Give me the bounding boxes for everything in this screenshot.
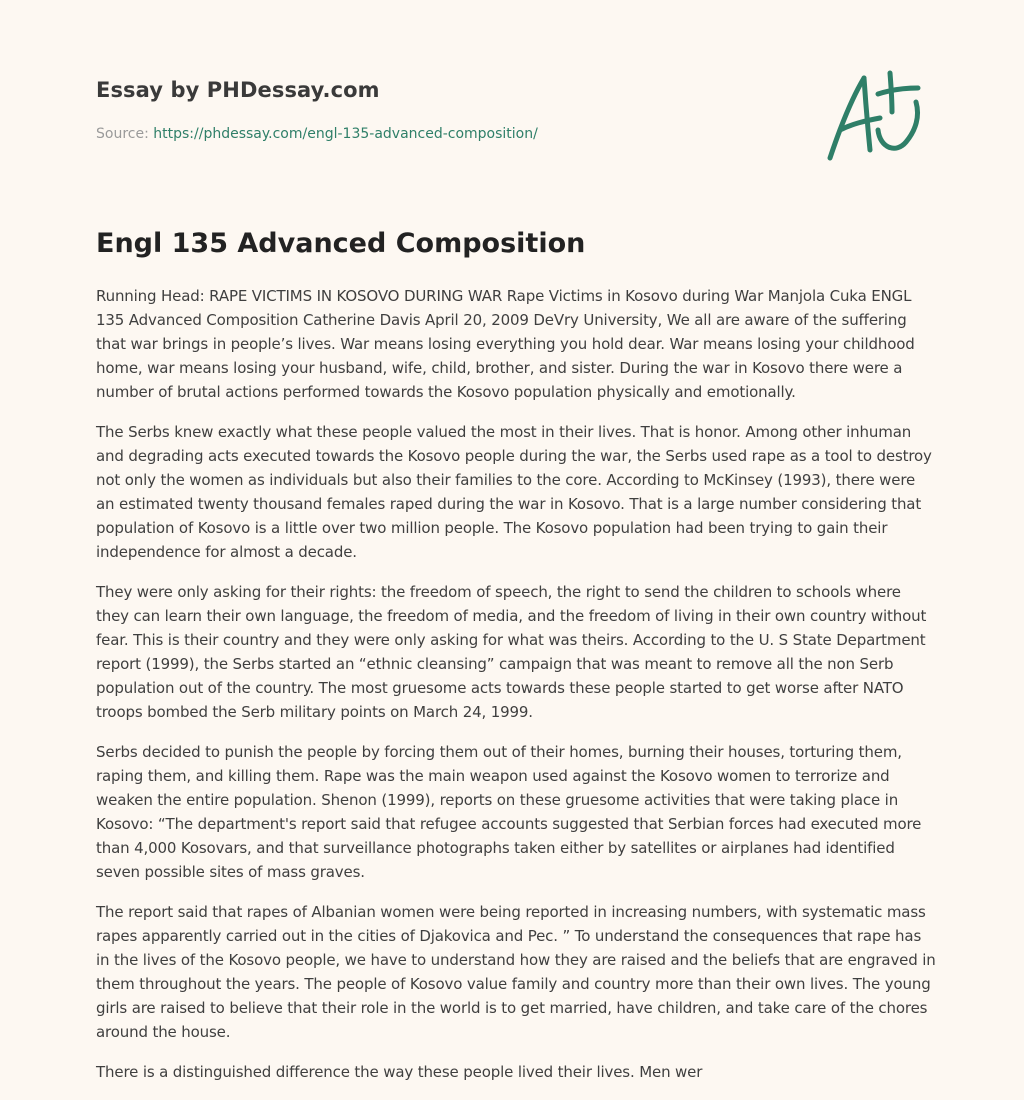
source-line — [96, 124, 796, 144]
paragraph: The report said that rapes of Albanian women were being reported in increasing numbers, with systematic mass rapes apparently carried out in the cities of Djakovica and Pec. ” To understand the consequences that rape has in the lives of the Kosovo people, we have to understand how they are raised and the beliefs that are engraved in them throughout the years. The people of Kosovo value family and country more than their own lives. The young girls are raised to believe that their role in the world is to get married, have children, and take care of the chores around the house. — [96, 903, 936, 1041]
document-body — [96, 284, 936, 1100]
source-label: Source: — [96, 126, 149, 142]
paragraph: There is a distinguished difference the way these people lived their lives. Men wer — [96, 1063, 703, 1081]
essay-header — [96, 76, 796, 144]
a-plus-logo-icon — [820, 68, 930, 164]
document-title: Engl 135 Advanced Composition — [96, 228, 586, 259]
site-title: Essay by PHDessay.com — [96, 78, 380, 102]
paragraph: Serbs decided to punish the people by forcing them out of their homes, burning their houses, torturing them, raping them, and killing them. Rape was the main weapon used against the Kosovo women to terrorize and weaken the entire population. Shenon (1999), reports on these gruesome activities that were taking place in Kosovo: “The department's report said that refugee accounts suggested that Serbian forces had executed more than 4,000 Kosovars, and that surveillance photographs taken either by satellites or airplanes had identified seven possible sites of mass graves. — [96, 743, 922, 881]
paragraph: Running Head: RAPE VICTIMS IN KOSOVO DURING WAR Rape Victims in Kosovo during War Manjola Cuka ENGL 135 Advanced Composition Catherine Davis April 20, 2009 DeVry University, We all are aware of the suffering that war brings in people’s lives. War means losing everything you hold dear. War means losing your childhood home, war means losing your husband, wife, child, brother, and sister. During the war in Kosovo there were a number of brutal actions performed towards the Kosovo population physically and emotionally. — [96, 287, 915, 401]
source-link[interactable]: https://phdessay.com/engl-135-advanced-composition/ — [153, 126, 538, 142]
paragraph: They were only asking for their rights: the freedom of speech, the right to send the children to schools where they can learn their own language, the freedom of media, and the freedom of living in their own country without fear. This is their country and they were only asking for what was theirs. According to the U. S State Department report (1999), the Serbs started an “ethnic cleansing” campaign that was meant to remove all the non Serb population out of the country. The most gruesome acts towards these people started to get worse after NATO troops bombed the Serb military points on March 24, 1999. — [96, 583, 927, 721]
paragraph: The Serbs knew exactly what these people valued the most in their lives. That is honor. Among other inhuman and degrading acts executed towards the Kosovo people during the war, the Serbs used rape as a tool to destroy not only the women as individuals but also their families to the core. According to McKinsey (1993), there were an estimated twenty thousand females raped during the war in Kosovo. That is a large number considering that population of Kosovo is a little over two million people. The Kosovo population had been trying to gain their independence for almost a decade. — [96, 423, 932, 561]
